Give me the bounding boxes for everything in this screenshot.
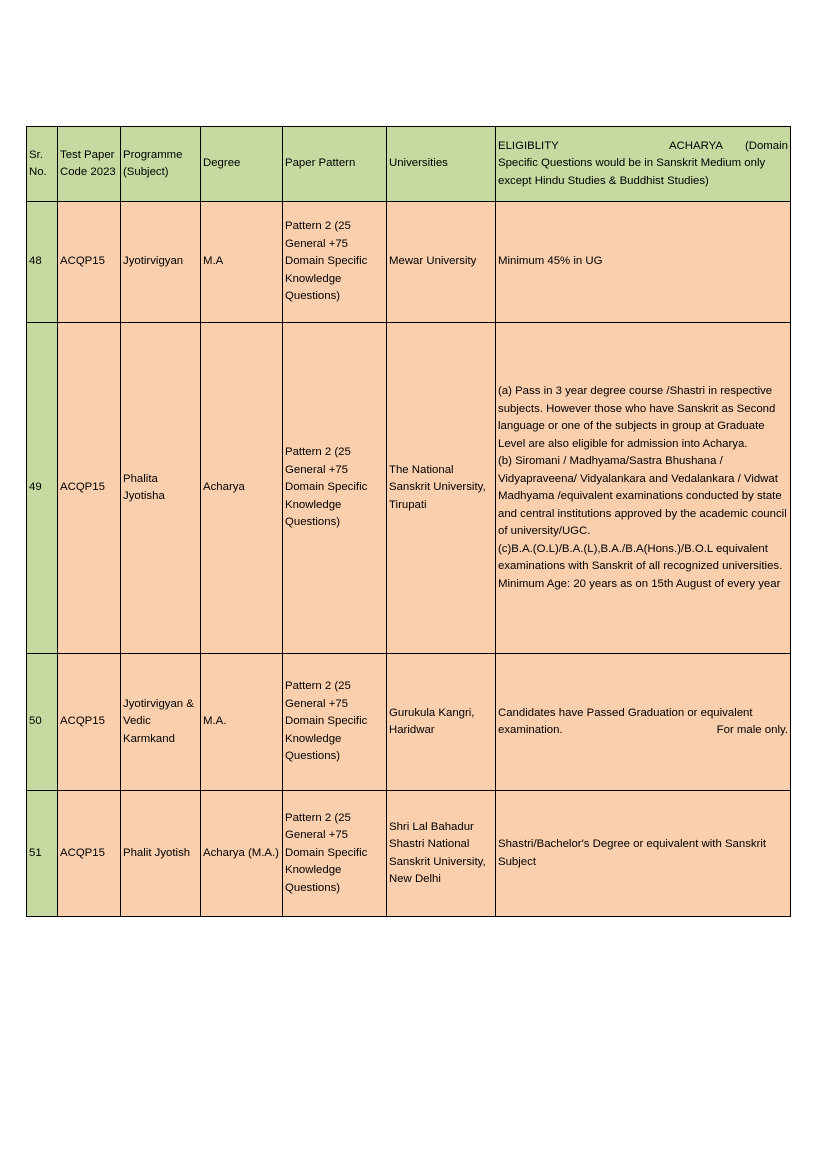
header-eligibility-acharya: ACHARYA	[668, 139, 723, 152]
cell-test-paper-code: ACQP15	[58, 654, 121, 791]
header-paper-pattern: Paper Pattern	[283, 127, 387, 202]
cell-eligibility	[496, 654, 791, 791]
eligibility-text: Minimum 45% in UG	[498, 255, 603, 268]
cell-eligibility	[496, 202, 791, 323]
header-row	[27, 127, 791, 202]
cell-programme: Phalit Jyotish	[121, 791, 201, 917]
cell-degree: Acharya (M.A.)	[201, 791, 283, 917]
eligibility-text: Shastri/Bachelor's Degree or equivalent with Sanskrit Subject	[498, 838, 767, 868]
cell-programme: Jyotirvigyan	[121, 202, 201, 323]
cell-sr-no: 50	[27, 654, 58, 791]
eligibility-table	[26, 126, 791, 917]
cell-paper-pattern: Pattern 2 (25 General +75 Domain Specific Knowledge Questions)	[283, 323, 387, 654]
eligibility-text-continued: examination.	[498, 724, 563, 736]
table-row	[27, 323, 791, 654]
header-degree: Degree	[201, 127, 283, 202]
cell-programme: Phalita Jyotisha	[121, 323, 201, 654]
cell-degree: Acharya	[201, 323, 283, 654]
table-row	[27, 791, 791, 917]
header-eligibility	[496, 127, 791, 202]
cell-eligibility	[496, 323, 791, 654]
cell-sr-no: 51	[27, 791, 58, 917]
header-eligibility-note: Specific Questions would be in Sanskrit Medium only except Hindu Studies & Buddhist Studies)	[498, 157, 766, 187]
eligibility-clause-c: (c)B.A.(O.L)/B.A.(L),B.A./B.A(Hons.)/B.O.L equivalent examinations with Sanskrit of all recognized universities.	[498, 542, 783, 572]
cell-sr-no: 49	[27, 323, 58, 654]
cell-university: The National Sanskrit University, Tirupati	[387, 323, 496, 654]
cell-degree: M.A.	[201, 654, 283, 791]
header-programme: Programme (Subject)	[121, 127, 201, 202]
cell-test-paper-code: ACQP15	[58, 202, 121, 323]
cell-paper-pattern: Pattern 2 (25 General +75 Domain Specific Knowledge Questions)	[283, 202, 387, 323]
cell-paper-pattern: Pattern 2 (25 General +75 Domain Specific Knowledge Questions)	[283, 654, 387, 791]
header-sr-no: Sr. No.	[27, 127, 58, 202]
cell-paper-pattern: Pattern 2 (25 General +75 Domain Specific Knowledge Questions)	[283, 791, 387, 917]
cell-university: Gurukula Kangri, Haridwar	[387, 654, 496, 791]
eligibility-minimum-age: Minimum Age: 20 years as on 15th August of every year	[498, 577, 781, 590]
eligibility-male-only: For male only.	[716, 724, 788, 736]
header-test-paper-code: Test Paper Code 2023	[58, 127, 121, 202]
cell-sr-no: 48	[27, 202, 58, 323]
eligibility-clause-b: (b) Siromani / Madhyama/Sastra Bhushana / Vidyapraveena/ Vidyalankara and Vedalankara / Vidwat Madhyama /equivalent examinations conducted by state and central institutions approved by the academic council of university/UGC.	[498, 455, 787, 537]
cell-test-paper-code: ACQP15	[58, 791, 121, 917]
header-universities: Universities	[387, 127, 496, 202]
cell-university: Shri Lal Bahadur Shastri National Sanskrit University, New Delhi	[387, 791, 496, 917]
table-row	[27, 202, 791, 323]
table-row	[27, 654, 791, 791]
cell-programme: Jyotirvigyan & Vedic Karmkand	[121, 654, 201, 791]
header-eligibility-title: ELIGIBLITY	[498, 139, 559, 152]
eligibility-clause-a: (a) Pass in 3 year degree course /Shastri in respective subjects. However those who have Sanskrit as Second language or one of the subjects in group at Graduate Level are also eligible for admission into Acharya.	[498, 385, 776, 450]
cell-test-paper-code: ACQP15	[58, 323, 121, 654]
cell-university: Mewar University	[387, 202, 496, 323]
cell-eligibility	[496, 791, 791, 917]
eligibility-text: Candidates have Passed Graduation or equivalent	[498, 706, 753, 719]
header-eligibility-domain: (Domain	[744, 139, 788, 152]
cell-degree: M.A	[201, 202, 283, 323]
